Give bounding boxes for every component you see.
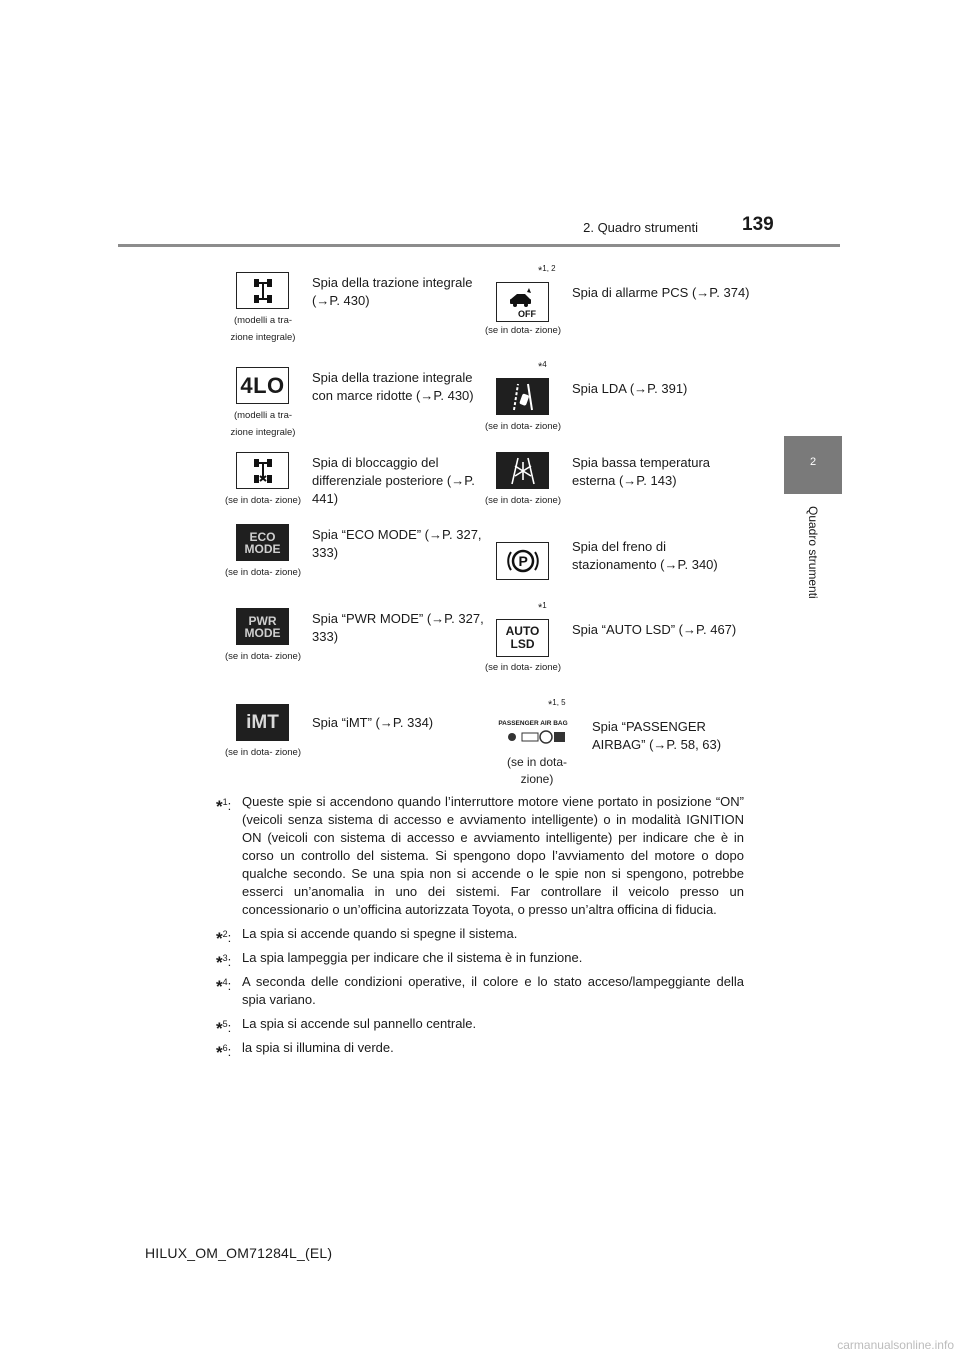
icon-note: (se in dota- zione) — [484, 325, 562, 336]
icon-note: (se in dota- zione) — [224, 747, 302, 758]
indicator-pcs — [484, 264, 756, 355]
indicator-parking-brake — [496, 530, 756, 615]
indicator-label: Spia di bloccaggio del differenziale posteriore (→P. 441) — [312, 455, 475, 506]
indicator-label: Spia “AUTO LSD” (→P. 467) — [572, 622, 737, 637]
indicator-label: Spia LDA (→P. 391) — [572, 381, 688, 396]
footnote: *$^4$: A seconda delle condizioni operative, il colore e lo stato acceso/lampeggiante della spia variano. — [216, 974, 744, 1007]
passenger-airbag-icon: PASSENGER AIR BAG — [496, 714, 570, 752]
chapter-number: 2 — [809, 456, 817, 468]
pwr-mode-icon: PWR MODE — [236, 608, 289, 645]
header-divider — [118, 244, 840, 247]
indicator-label: Spia della trazione integrale con marce ridotte (→P. 430) — [312, 370, 474, 403]
chapter-tab — [784, 436, 842, 494]
pcs-off-icon — [496, 282, 549, 322]
rear-diff-lock-icon — [236, 452, 289, 489]
icon-note: (se in dota- zione) — [224, 567, 302, 578]
indicator-pwr-mode — [224, 596, 496, 681]
indicator-passenger-airbag — [496, 698, 756, 789]
icon-note: (se in dota- zione) — [484, 662, 562, 673]
indicator-4lo — [230, 355, 496, 440]
indicator-lda — [484, 360, 756, 451]
indicator-label: Spia di allarme PCS (→P. 374) — [572, 285, 750, 300]
chapter-label — [804, 506, 822, 616]
footnote-ref: *$^{1, 2}$ — [538, 264, 556, 277]
manual-code: HILUX_OM_OM71284L_(EL) — [145, 1245, 333, 1261]
footnote: *$^5$: La spia si accende sul pannello centrale. — [216, 1016, 477, 1038]
indicator-label: Spia della trazione integrale (→P. 430) — [312, 275, 473, 308]
auto-lsd-icon: AUTO LSD — [496, 619, 549, 657]
svg-text:P: P — [518, 553, 528, 569]
indicator-label: Spia del freno di stazionamento (→P. 340) — [572, 539, 718, 572]
icon-note: (se in dota- zione) — [224, 651, 302, 662]
parking-brake-icon — [496, 542, 549, 580]
footnote: *$^6$: la spia si illumina di verde. — [216, 1040, 394, 1062]
chapter-label-text: Quadro strumenti — [806, 506, 820, 599]
footnote-ref: *$^1$ — [538, 601, 547, 614]
low-temp-icon — [496, 452, 549, 489]
footnote: *$^2$: La spia si accende quando si spegne il sistema. — [216, 926, 518, 948]
lda-icon — [496, 378, 549, 415]
footnote-ref: *$^4$ — [538, 360, 547, 373]
watermark: carmanualsonline.info — [837, 1338, 954, 1352]
page-number: 139 — [742, 214, 774, 235]
indicator-imt — [224, 692, 496, 777]
eco-mode-icon: ECO MODE — [236, 524, 289, 561]
svg-text:OFF: OFF — [517, 309, 536, 319]
icon-note: (se in dota- zione) — [506, 755, 568, 786]
icon-note: (se in dota- zione) — [224, 495, 302, 506]
indicator-label: Spia bassa temperatura esterna (→P. 143) — [572, 455, 711, 488]
indicator-eco-mode — [224, 512, 496, 597]
footnotes — [216, 793, 744, 1063]
icon-note: (se in dota- zione) — [484, 421, 562, 432]
indicator-label: Spia “PASSENGER AIRBAG” (→P. 58, 63) — [592, 719, 722, 752]
indicator-label: Spia “ECO MODE” (→P. 327, 333) — [312, 527, 482, 560]
imt-icon: iMT — [236, 704, 289, 741]
indicator-4wd — [230, 260, 496, 345]
indicator-low-temp — [484, 440, 756, 525]
indicator-auto-lsd — [484, 601, 756, 692]
icon-note: (modelli a tra- zione integrale) — [230, 410, 296, 438]
footnote-ref: *$^{1, 5}$ — [548, 698, 566, 711]
indicator-label: Spia “PWR MODE” (→P. 327, 333) — [312, 611, 484, 644]
4lo-icon: 4LO — [236, 367, 289, 404]
indicator-label: Spia “iMT” (→P. 334) — [312, 715, 434, 730]
4wd-indicator-icon — [236, 272, 289, 309]
icon-note: (se in dota- zione) — [484, 495, 562, 506]
footnote: *$^1$: Queste spie si accendono quando l’interruttore motore viene portato in posizione “ON” (veicoli senza sistema di accesso e avviamento intelligente) o in modalità IGNITION ON (veicoli con sistema di accesso e avviamento intelligente) per indicare che è in corso un controllo del sistema. Si spengono dopo l’avviamento del motore o dopo qualche secondo. Se una spia non si accende o le spie non si spengono, potrebbe esserci un’anomalia in uno dei sistemi. Far controllare il veicolo presso un concessionario o un’officina autorizzata Toyota, o presso un’altra officina di fiducia. — [216, 794, 744, 917]
icon-note: (modelli a tra- zione integrale) — [230, 315, 296, 343]
footnote: *$^3$: La spia lampeggia per indicare che il sistema è in funzione. — [216, 950, 583, 972]
section-title: 2. Quadro strumenti — [583, 220, 698, 235]
